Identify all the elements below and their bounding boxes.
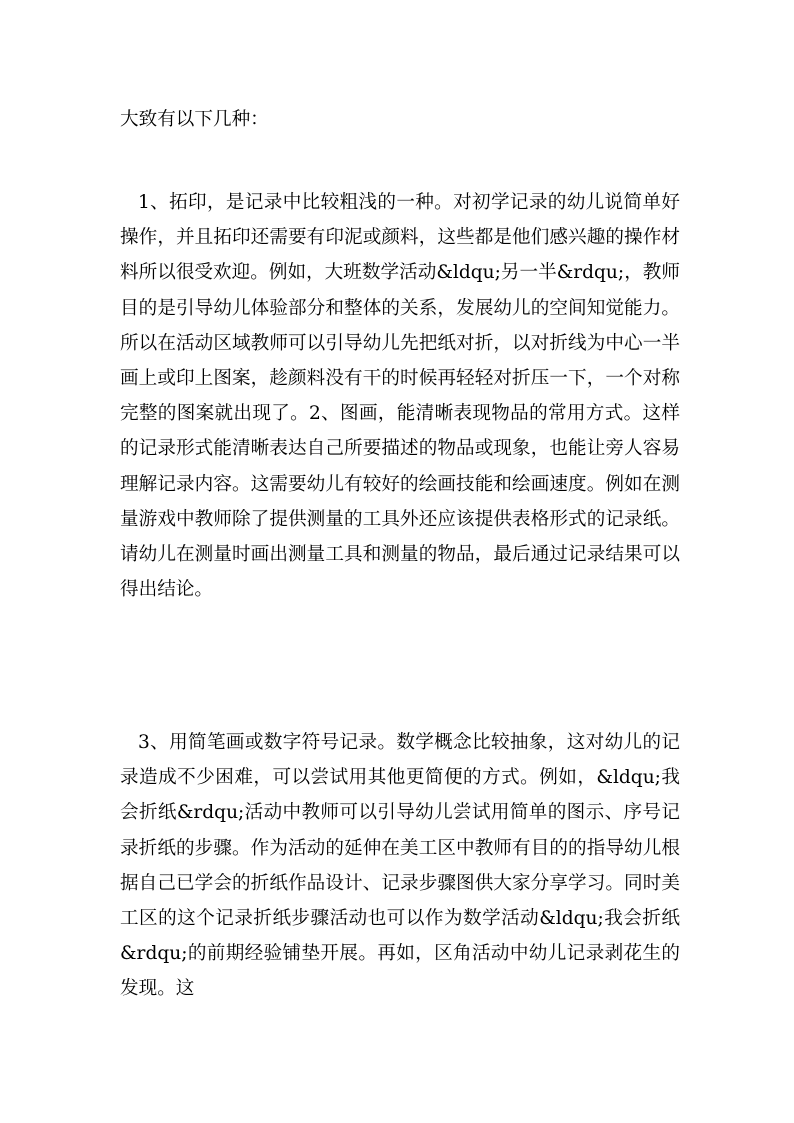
intro-line: 大致有以下几种： — [120, 109, 269, 130]
paragraph-2-text: 3、用简笔画或数字符号记录。数学概念比较抽象，这对幼儿的记录造成不少困难，可以尝试用其他更简便的方式。例如，&ldqu;我会折纸&rdqu;活动中教师可以引导幼儿尝试用简单的图示、序号记录折纸的步骤。作为活动的延伸在美工区中教师有目的的指导幼儿根据自己已学会的折纸作品设计、记录步骤图供大家分享学习。同时美工区的这个记录折纸步骤活动也可以作为数学活动&ldqu;我会折纸&rdqu;的前期经验铺垫开展。再如，区角活动中幼儿记录剥花生的发现。这 — [120, 732, 680, 1000]
paragraph-1-text: 1、拓印，是记录中比较粗浅的一种。对初学记录的幼儿说简单好操作，并且拓印还需要有印泥或颜料，这些都是他们感兴趣的操作材料所以很受欢迎。例如，大班数学活动&ldqu;另一半&rdqu;，教师目的是引导幼儿体验部分和整体的关系，发展幼儿的空间知觉能力。所以在活动区域教师可以引导幼儿先把纸对折，以对折线为中心一半画上或印上图案，趁颜料没有干的时候再轻轻对折压一下，一个对称完整的图案就出现了。2、图画，能清晰表现物品的常用方式。这样的记录形式能清晰表达自己所要描述的物品或现象，也能让旁人容易理解记录内容。这需要幼儿有较好的绘画技能和绘画速度。例如在测量游戏中教师除了提供测量的工具外还应该提供表格形式的记录纸。请幼儿在测量时画出测量工具和测量的物品，最后通过记录结果可以得出结论。 — [120, 192, 680, 601]
paragraph-2 — [120, 725, 680, 1007]
paragraph-1 — [120, 185, 680, 607]
